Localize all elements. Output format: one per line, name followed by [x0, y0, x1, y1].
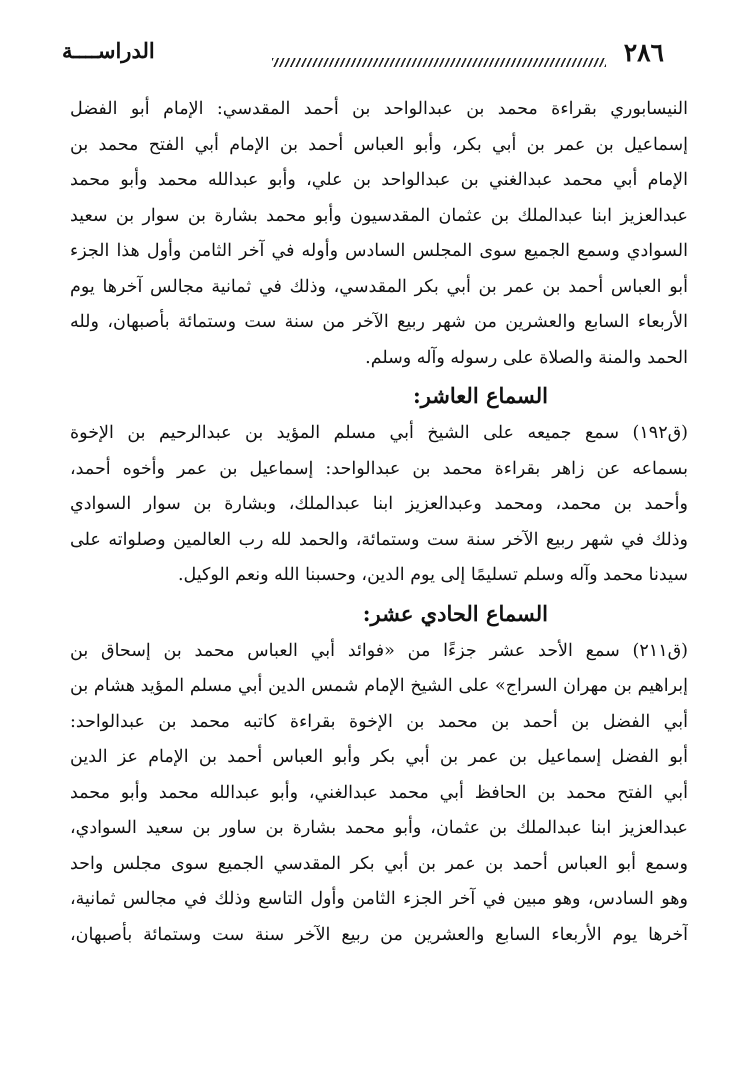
text-line: (ق٢١١) سمع الأحد عشر جزءًا من «فوائد أبي العباس محمد بن إسحاق بن [70, 640, 688, 661]
running-section-title: الدراســــة [62, 38, 155, 63]
text-line: عبدالعزيز ابنا عبدالملك بن عثمان المقدسيون وأبو محمد بشارة بن سوار بن سعيد [70, 205, 688, 226]
text-line: سيدنا محمد وآله وسلم تسليمًا إلى يوم الدين، وحسبنا الله ونعم الوكيل. [177, 565, 688, 585]
paragraph [70, 92, 688, 376]
text-line: وأحمد بن محمد، ومحمد وعبدالعزيز ابنا عبدالملك، وبشارة بن سوار السوادي [70, 494, 688, 514]
text-line: وذلك في شهر ربيع الآخر سنة ست وستمائة، والحمد لله رب العالمين وصلواته على [70, 529, 688, 550]
section-heading: السماع الحادي عشر: [362, 600, 548, 626]
text-line: الأربعاء السابع والعشرين من شهر ربيع الآخر من سنة ست وستمائة بأصبهان، ولله [70, 312, 688, 332]
text-line: (ق١٩٢) سمع جميعه على الشيخ أبي مسلم المؤيد بن عبدالرحيم بن الإخوة [70, 423, 688, 443]
page-number: ٢٨٦ [623, 38, 664, 67]
header-hatched-rule [272, 58, 606, 67]
text-line: النيسابوري بقراءة محمد بن عبدالواحد بن أحمد المقدسي: الإمام أبو الفضل [70, 99, 688, 119]
text-line: الإمام أبي محمد عبدالغني بن عبدالواحد بن علي، وأبو عبدالله محمد وأبو محمد [70, 170, 688, 190]
paragraph [70, 416, 688, 594]
text-line: أبو العباس أحمد بن عمر بن أبي بكر المقدسي، وذلك في ثمانية مجالس آخرها يوم [70, 276, 688, 297]
text-line: أبي الفتح محمد بن الحافظ أبي محمد عبدالغني، وأبو عبدالله محمد وأبو محمد [70, 782, 688, 803]
text-line: إبراهيم بن مهران السراج» على الشيخ الإمام شمس الدين أبي مسلم المؤيد هشام بن [70, 676, 688, 696]
page-body [70, 92, 688, 953]
text-line: بسماعه عن زاهر بقراءة محمد بن عبدالواحد: إسماعيل بن عمر وأخوه أحمد، [70, 458, 688, 479]
text-line: وهو السادس، وهو مبين في آخر الجزء الثامن وأول التاسع وذلك في مجالس ثمانية، [70, 889, 688, 909]
text-line: السوادي وسمع الجميع سوى المجلس السادس وأوله في آخر الثامن وأول هذا الجزء [70, 241, 688, 261]
text-line: أبو الفضل إسماعيل بن عمر بن أبي بكر وأبو العباس أحمد بن الإمام عز الدين [70, 747, 688, 767]
section-heading: السماع العاشر: [412, 383, 548, 408]
text-line: آخرها يوم الأربعاء السابع والعشرين من ربيع الآخر سنة ست وستمائة بأصبهان، [70, 924, 688, 945]
text-line: إسماعيل بن عمر بن أبي بكر، وأبو العباس أحمد بن الإمام أبي الفتح محمد بن [70, 134, 688, 155]
paragraph [70, 634, 688, 954]
text-line: وسمع أبو العباس أحمد بن عمر بن أبي بكر المقدسي الجميع سوى مجلس واحد [70, 853, 688, 874]
text-line: الحمد والمنة والصلاة على رسوله وآله وسلم. [365, 347, 688, 368]
text-line: أبي الفضل بن أحمد بن محمد بن الإخوة بقراءة كاتبه محمد بن عبدالواحد: [70, 711, 688, 732]
text-line: عبدالعزيز ابنا عبدالملك بن عثمان، وأبو محمد بشارة بن ساور بن سعيد السوادي، [70, 818, 688, 838]
page-header [54, 34, 672, 74]
